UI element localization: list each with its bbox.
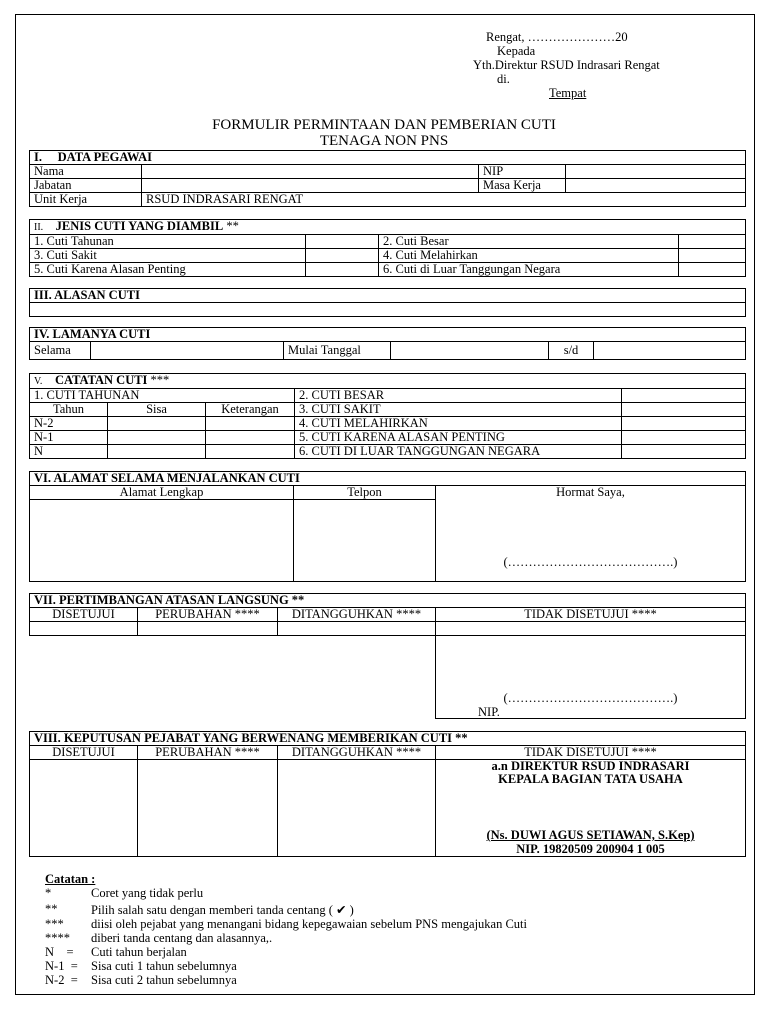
sisa-field[interactable]: [108, 431, 206, 445]
keterangan-field[interactable]: [206, 417, 295, 431]
sd-label: s/d: [549, 342, 594, 360]
tempat-label: Tempat: [549, 86, 587, 100]
nama-label: Nama: [30, 165, 142, 179]
note-text: Sisa cuti 1 tahun sebelumnya: [91, 959, 237, 973]
alamat-label: Alamat Lengkap: [30, 486, 294, 500]
col-sisa: Sisa: [108, 403, 206, 417]
catatan-field[interactable]: [622, 445, 746, 459]
section-pertimbangan: [29, 593, 746, 719]
cuti-option-4: 4. Cuti Melahirkan: [379, 249, 679, 263]
atasan-signature-cell: [436, 636, 746, 719]
col-tidak-disetujui: TIDAK DISETUJUI ****: [436, 608, 746, 622]
note-key: N =: [45, 945, 74, 959]
col-perubahan: PERUBAHAN ****: [138, 608, 278, 622]
official-signature-cell: [436, 760, 746, 857]
row-year: N-2: [30, 417, 108, 431]
section-heading: VII. PERTIMBANGAN ATASAN LANGSUNG **: [30, 594, 746, 608]
note-text: Coret yang tidak perlu: [91, 886, 204, 900]
catatan-item: 4. CUTI MELAHIRKAN: [295, 417, 622, 431]
note-key: ***: [45, 917, 64, 931]
cuti-option-3: 3. Cuti Sakit: [30, 249, 306, 263]
official-nip: NIP. 19820509 200904 1 005: [516, 842, 665, 856]
section-keputusan: [29, 731, 746, 857]
check-box[interactable]: [278, 622, 436, 636]
catatan-item: 3. CUTI SAKIT: [295, 403, 622, 417]
di-label: di.: [497, 72, 510, 86]
form-title: FORMULIR PERMINTAAN DAN PEMBERIAN CUTI: [212, 117, 556, 133]
unit-kerja-value: RSUD INDRASARI RENGAT: [142, 193, 746, 207]
check-box[interactable]: [306, 235, 379, 249]
sampai-tanggal-field[interactable]: [594, 342, 746, 360]
official-name: (Ns. DUWI AGUS SETIAWAN, S.Kep): [486, 828, 695, 842]
official-line-2: KEPALA BAGIAN TATA USAHA: [498, 772, 683, 786]
section-heading: III. ALASAN CUTI: [30, 289, 746, 303]
signature-line: (………………………………….): [503, 555, 678, 569]
col-keterangan: Keterangan: [206, 403, 295, 417]
jabatan-field[interactable]: [142, 179, 479, 193]
cuti-option-5: 5. Cuti Karena Alasan Penting: [30, 263, 306, 277]
keterangan-field[interactable]: [206, 445, 295, 459]
row-year: N-1: [30, 431, 108, 445]
note-key: N-1 =: [45, 959, 78, 973]
nama-field[interactable]: [142, 165, 479, 179]
kepada-label: Kepada: [497, 44, 536, 58]
section-heading: VI. ALAMAT SELAMA MENJALANKAN CUTI: [30, 472, 746, 486]
selama-field[interactable]: [91, 342, 284, 360]
check-box[interactable]: [306, 263, 379, 277]
note-key: N-2 =: [45, 973, 78, 987]
catatan-field[interactable]: [622, 403, 746, 417]
check-box[interactable]: [436, 622, 746, 636]
col-tidak-disetujui: TIDAK DISETUJUI ****: [436, 746, 746, 760]
col-disetujui: DISETUJUI: [30, 608, 138, 622]
alasan-field[interactable]: [30, 303, 746, 317]
note-text: diberi tanda centang dan alasannya,.: [91, 931, 273, 945]
cuti-option-2: 2. Cuti Besar: [379, 235, 679, 249]
check-box[interactable]: [138, 622, 278, 636]
check-box[interactable]: [30, 760, 138, 857]
keterangan-field[interactable]: [206, 431, 295, 445]
catatan-item: 6. CUTI DI LUAR TANGGUNGAN NEGARA: [295, 445, 622, 459]
section-alamat: [29, 471, 746, 582]
section-heading: II. JENIS CUTI YANG DIAMBIL **: [30, 220, 746, 235]
section-heading: IV. LAMANYA CUTI: [30, 328, 746, 342]
col-ditangguhkan: DITANGGUHKAN ****: [278, 746, 436, 760]
note-key: **: [45, 902, 58, 916]
check-box[interactable]: [278, 760, 436, 857]
check-box[interactable]: [679, 249, 746, 263]
note-text: Pilih salah satu dengan memberi tanda centang ( ✔ ): [91, 903, 354, 917]
section-jenis-cuti: [29, 219, 746, 277]
check-box[interactable]: [679, 263, 746, 277]
jabatan-label: Jabatan: [30, 179, 142, 193]
row-year: N: [30, 445, 108, 459]
notes-heading: Catatan :: [45, 872, 96, 886]
selama-label: Selama: [30, 342, 91, 360]
signature-line: (………………………………….): [503, 691, 678, 705]
hormat-label: Hormat Saya,: [556, 485, 625, 499]
section-alasan-cuti: [29, 288, 746, 317]
cuti-option-6: 6. Cuti di Luar Tanggungan Negara: [379, 263, 679, 277]
section-data-pegawai: [29, 150, 746, 207]
unit-kerja-label: Unit Kerja: [30, 193, 142, 207]
hormat-cell: [436, 486, 746, 582]
note-text: Sisa cuti 2 tahun sebelumnya: [91, 973, 237, 987]
telpon-field[interactable]: [294, 500, 436, 582]
note-key: *: [45, 886, 52, 900]
sisa-field[interactable]: [108, 417, 206, 431]
catatan-item: 5. CUTI KARENA ALASAN PENTING: [295, 431, 622, 445]
section-heading: V. CATATAN CUTI ***: [30, 374, 746, 389]
recipient: Yth.Direktur RSUD Indrasari Rengat: [473, 58, 660, 72]
official-line-1: a.n DIREKTUR RSUD INDRASARI: [491, 759, 690, 773]
cuti-tahunan-label: 1. CUTI TAHUNAN: [30, 389, 295, 403]
catatan-field[interactable]: [622, 431, 746, 445]
note-key: ****: [45, 931, 70, 945]
mulai-tanggal-label: Mulai Tanggal: [284, 342, 391, 360]
section-heading: I. DATA PEGAWAI: [30, 151, 746, 165]
check-box[interactable]: [30, 622, 138, 636]
sisa-field[interactable]: [108, 445, 206, 459]
check-box[interactable]: [679, 235, 746, 249]
note-text: diisi oleh pejabat yang menangani bidang kepegawaian sebelum PNS mengajukan Cuti: [91, 917, 528, 931]
alamat-field[interactable]: [30, 500, 294, 582]
col-ditangguhkan: DITANGGUHKAN ****: [278, 608, 436, 622]
section-lamanya-cuti: [29, 327, 746, 360]
nip-field[interactable]: [566, 165, 746, 179]
masa-kerja-field[interactable]: [566, 179, 746, 193]
section-heading: VIII. KEPUTUSAN PEJABAT YANG BERWENANG MEMBERIKAN CUTI **: [30, 732, 746, 746]
check-box[interactable]: [138, 760, 278, 857]
note-text: Cuti tahun berjalan: [91, 945, 187, 959]
mulai-tanggal-field[interactable]: [391, 342, 549, 360]
blank-area: [30, 636, 436, 719]
section-catatan-cuti: [29, 373, 746, 459]
cuti-option-1: 1. Cuti Tahunan: [30, 235, 306, 249]
masa-kerja-label: Masa Kerja: [479, 179, 566, 193]
col-tahun: Tahun: [30, 403, 108, 417]
nip-label: NIP.: [478, 705, 500, 719]
catatan-item: 2. CUTI BESAR: [295, 389, 622, 403]
form-subtitle: TENAGA NON PNS: [319, 133, 449, 149]
col-perubahan: PERUBAHAN ****: [138, 746, 278, 760]
check-box[interactable]: [306, 249, 379, 263]
nip-label: NIP: [479, 165, 566, 179]
place-date: Rengat, …………………20: [486, 30, 628, 44]
catatan-field[interactable]: [622, 417, 746, 431]
col-disetujui: DISETUJUI: [30, 746, 138, 760]
telpon-label: Telpon: [294, 486, 436, 500]
catatan-field[interactable]: [622, 389, 746, 403]
